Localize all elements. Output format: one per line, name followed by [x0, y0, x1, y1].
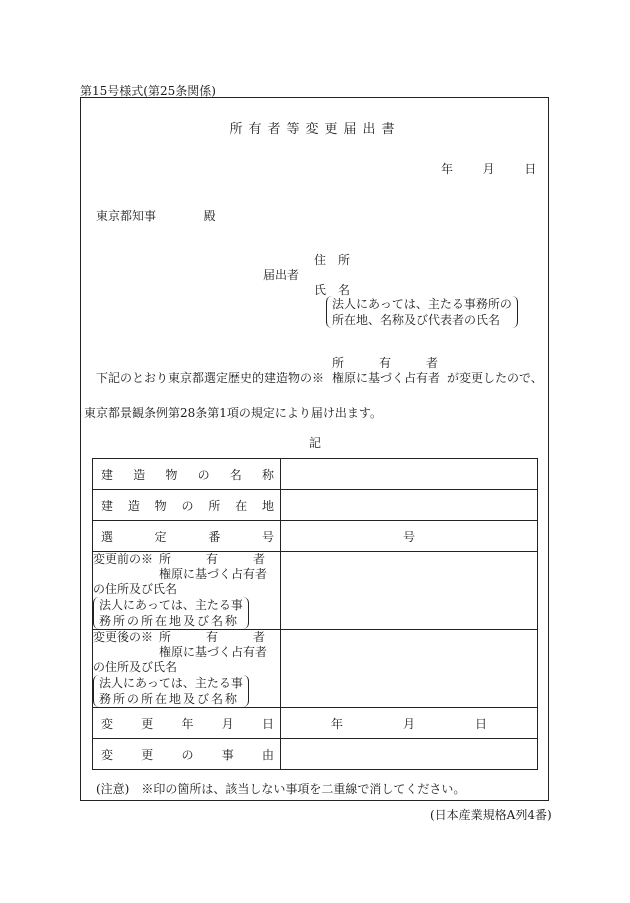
- table-row-before-change: [93, 552, 538, 630]
- selection-number-value[interactable]: 号: [281, 521, 538, 552]
- applicant-label: 届出者: [263, 268, 300, 282]
- table-row-building-location: [93, 490, 538, 521]
- body-owner: 所 有 者: [332, 356, 438, 370]
- before-change-value[interactable]: [281, 552, 538, 630]
- change-reason-label: 変 更 の 事 由: [101, 747, 274, 762]
- date-year: 年: [441, 162, 454, 176]
- date-day: 日: [524, 162, 537, 176]
- note: (注意) ※印の箇所は、該当しない事項を二重線で消してください。: [96, 782, 466, 796]
- change-date-label: 変 更 年 月 日: [101, 716, 274, 731]
- body-owner-stack: [332, 356, 440, 386]
- applicant-corp-note-line2: 所在地、名称及び代表者の氏名: [332, 313, 501, 327]
- table-row-building-name: [93, 459, 538, 490]
- details-table: [92, 458, 538, 770]
- addressee-honorific: 殿: [203, 209, 216, 223]
- table-row-after-change: [93, 630, 538, 708]
- table-row-selection-number: [93, 521, 538, 552]
- form-title: 所有者等変更届出書: [229, 122, 401, 137]
- applicant-corp-note: [326, 296, 518, 328]
- building-name-label: 建 造 物 の 名 称: [101, 467, 274, 482]
- applicant-name-label: 氏 名: [314, 283, 351, 297]
- change-date-value[interactable]: 年 月 日: [281, 708, 538, 739]
- table-row-change-reason: [93, 739, 538, 770]
- addressee: [96, 207, 216, 224]
- after-change-label: 変更後の※ 所 有 者 権原に基づく占有者 の住所及び氏名 法人にあっては、主たる事 務所の所在地及び名称: [93, 630, 281, 708]
- body-occupant: 権原に基づく占有者: [332, 371, 441, 385]
- change-reason-value[interactable]: [281, 739, 538, 770]
- table-row-change-date: [93, 708, 538, 739]
- date-month: 月: [482, 162, 495, 176]
- after-change-value[interactable]: [281, 630, 538, 708]
- applicant-address-label: 住 所: [314, 253, 351, 267]
- paper-size-note: (日本産業規格A列4番): [430, 808, 552, 822]
- body-line1-prefix: 下記のとおり東京都選定歴史的建造物の※: [96, 371, 325, 385]
- building-name-value[interactable]: [281, 459, 538, 490]
- body-line2: 東京都景観条例第28条第1項の規定により届け出ます。: [84, 406, 382, 420]
- applicant-corp-note-line1: 法人にあっては、主たる事務所の: [332, 297, 512, 311]
- before-change-label: 変更前の※ 所 有 者 権原に基づく占有者 の住所及び氏名 法人にあっては、主たる事 務所の所在地及び名称: [93, 552, 281, 630]
- building-location-value[interactable]: [281, 490, 538, 521]
- ki-heading: 記: [308, 436, 321, 450]
- submission-date: [441, 160, 536, 177]
- body-line1-suffix: が変更したので、: [447, 371, 543, 385]
- building-location-label: 建 造 物 の 所 在 地: [101, 498, 274, 513]
- form-number: 第15号様式(第25条関係): [80, 84, 216, 98]
- addressee-name: 東京都知事: [96, 209, 157, 223]
- selection-number-label: 選 定 番 号: [101, 529, 274, 544]
